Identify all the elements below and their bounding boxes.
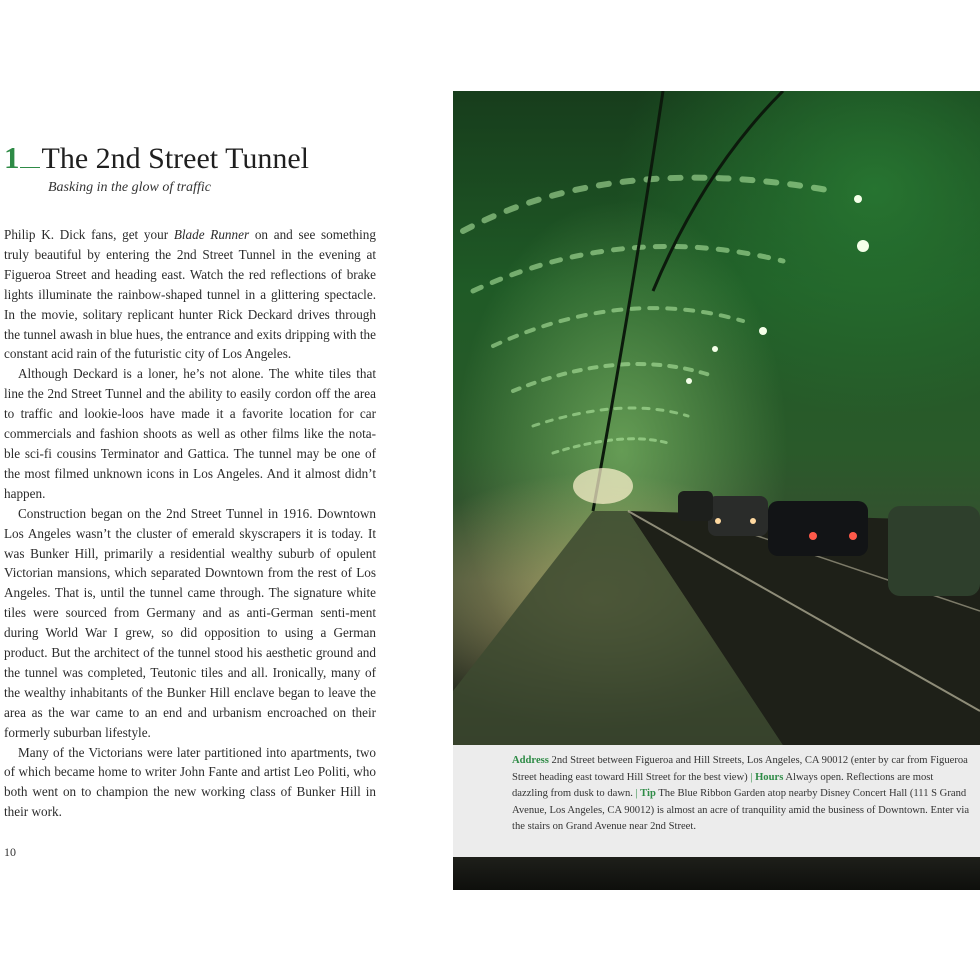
paragraph-2: Although Deckard is a loner, he’s not alone. The white tiles that line the 2nd Street Tunnel and the ability to easily cordon off the area to traffic and lookie-loos have made it a favorite location for car commercials and fashion shoots as well as other films like the nota-ble sci-fi cousins Terminator and Gattica. The tunnel may be one of the most filmed unknown icons in Los Angeles. And it almost didn’t happen. — [4, 366, 376, 501]
page-number: 10 — [4, 845, 16, 859]
chapter-heading — [4, 142, 444, 174]
chapter-underline — [20, 167, 40, 168]
caption-separator: | — [635, 788, 638, 800]
photo-bottom-strip — [453, 857, 980, 890]
tip-label: Tip — [637, 788, 656, 800]
hours-text: Always open. Reflections are most dazzling from dusk to dawn. — [512, 771, 934, 800]
address-text: 2nd Street between Figueroa and Hill Streets, Los Angeles, CA 90012 (enter by car from Figueroa Street heading east toward Hill Street for the best view) — [512, 755, 968, 783]
body-text — [4, 225, 376, 822]
paragraph-1 — [4, 225, 376, 364]
tip-text: The Blue Ribbon Garden atop nearby Disney Concert Hall (111 S Grand Avenue, Los Angeles, CA 90012) is almost an acre of tranquility amid the business of Downtown. Enter via the stairs on Grand Avenue near 2nd Street. — [512, 788, 970, 833]
film-title: Blade Runner — [173, 227, 250, 242]
paragraph-1-start: Philip K. Dick fans, get your — [4, 227, 174, 242]
paragraph-4: Many of the Victorians were later partitioned into apartments, two of which became home to writer John Fante and artist Leo Politi, who both went on to champion the new working class of Bunker Hill in their work. — [4, 744, 376, 820]
hours-label: Hours — [752, 771, 784, 783]
chapter-subtitle: Basking in the glow of traffic — [48, 180, 211, 195]
left-page — [0, 0, 453, 980]
chapter-title: The 2nd Street Tunnel — [41, 142, 309, 175]
tunnel-photo — [453, 91, 980, 745]
address-label: Address — [512, 755, 549, 766]
paragraph-3: Construction began on the 2nd Street Tunnel in 1916. Downtown Los Angeles wasn’t the cluster of emerald skyscrapers it is today. It was Bunker Hill, primarily a residential wealthy suburb of opulent Victorian mansions, which separated Downtown from the rest of Los Angeles. That is, until the tunnel came through. The signature white tiles were sourced from Germany and as anti-German senti-ment during World War I grew, so did opposition to using a German product. But the architect of the tunnel stood his aesthetic ground and the tunnel was completed, Teutonic tiles and all. Ironically, many of the wealthy inhabitants of the Bunker Hill enclave began to leave the area as the war came to an end and urbanism encroached on their formerly suburban lifestyle. — [4, 505, 376, 740]
tunnel-illustration — [453, 91, 980, 745]
caption-box — [453, 745, 980, 857]
chapter-number: 1 — [4, 140, 20, 175]
caption-separator: | — [750, 771, 753, 783]
caption-text — [512, 753, 970, 836]
paragraph-1-end: on and see something truly beautiful by entering the 2nd Street Tunnel in the evening at Figueroa Street and heading east. Watch the red reflections of brake lights illuminate the rainbow-shaped tunnel in a glittering spectacle. In the movie, solitary replicant hunter Rick Deckard drives through the tunnel awash in blue hues, the entrance and exits dripping with the constant acid rain of the futuristic city of Los Angeles. — [4, 227, 376, 362]
